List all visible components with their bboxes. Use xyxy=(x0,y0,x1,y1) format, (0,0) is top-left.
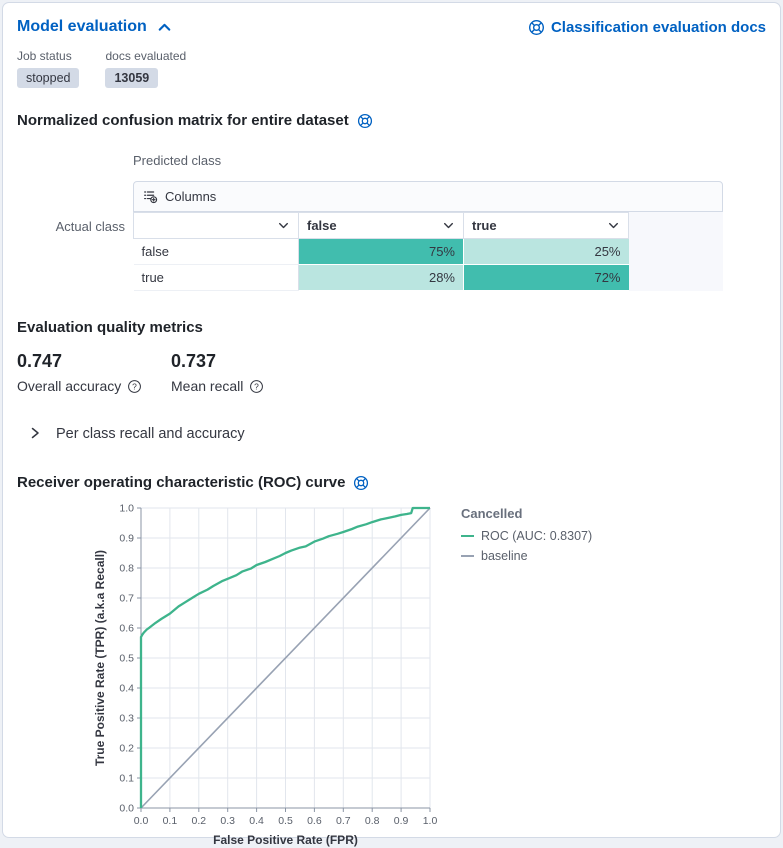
chevron-right-icon xyxy=(26,425,43,442)
svg-text:0.5: 0.5 xyxy=(278,815,293,827)
mean-recall-metric xyxy=(171,351,325,394)
column-header-label: true xyxy=(472,218,497,233)
help-ring-icon[interactable] xyxy=(357,113,373,129)
roc-heading xyxy=(17,474,766,491)
help-ring-icon xyxy=(528,19,544,35)
roc-heading-text: Receiver operating characteristic (ROC) curve xyxy=(17,474,346,491)
header-cell-true[interactable] xyxy=(464,213,629,239)
svg-text:0.4: 0.4 xyxy=(249,815,264,827)
job-status-badge: stopped xyxy=(17,68,79,88)
row-label: true xyxy=(134,265,299,291)
svg-text:0.3: 0.3 xyxy=(220,815,236,827)
legend-item-baseline[interactable] xyxy=(461,549,592,563)
confusion-matrix-heading xyxy=(17,112,766,129)
model-evaluation-toggle[interactable] xyxy=(17,18,173,36)
matrix-row-false xyxy=(134,239,629,265)
columns-icon xyxy=(143,189,158,204)
panel-header xyxy=(17,18,766,36)
columns-button-label: Columns xyxy=(165,189,217,204)
svg-text:0.9: 0.9 xyxy=(393,815,409,827)
baseline-swatch xyxy=(461,555,474,557)
svg-text:?: ? xyxy=(132,380,138,391)
overall-accuracy-value: 0.747 xyxy=(17,351,63,371)
confusion-matrix-heading-text: Normalized confusion matrix for entire dataset xyxy=(17,112,349,129)
svg-text:0.7: 0.7 xyxy=(335,815,351,827)
svg-text:0.0: 0.0 xyxy=(133,815,149,827)
svg-text:True Positive Rate (TPR) (a.k.: True Positive Rate (TPR) (a.k.a Recall) xyxy=(93,549,107,767)
svg-text:0.8: 0.8 xyxy=(364,815,380,827)
svg-text:1.0: 1.0 xyxy=(119,502,134,515)
mean-recall-value: 0.737 xyxy=(171,351,217,371)
legend-title: Cancelled xyxy=(461,506,523,521)
columns-button[interactable] xyxy=(143,189,216,204)
svg-text:1.0: 1.0 xyxy=(422,815,438,827)
job-status-stat xyxy=(17,49,79,88)
row-label: false xyxy=(134,239,299,265)
chevron-up-icon xyxy=(156,19,173,36)
datagrid-toolbar xyxy=(133,181,723,212)
svg-text:0.5: 0.5 xyxy=(119,652,134,665)
actual-class-label: Actual class xyxy=(55,219,125,234)
mean-recall-label: Mean recall xyxy=(171,378,244,394)
overall-accuracy-metric xyxy=(17,351,171,394)
header-cell-false[interactable] xyxy=(299,213,464,239)
panel-title: Model evaluation xyxy=(17,18,147,35)
legend-roc-label: ROC (AUC: 0.8307) xyxy=(481,529,593,543)
svg-text:0.7: 0.7 xyxy=(119,592,134,605)
svg-text:0.6: 0.6 xyxy=(307,815,322,827)
metrics-heading: Evaluation quality metrics xyxy=(17,319,203,336)
svg-text:False Positive Rate (FPR): False Positive Rate (FPR) xyxy=(213,833,358,847)
job-status-label: Job status xyxy=(17,49,72,63)
confusion-matrix xyxy=(55,153,723,291)
predicted-class-label: Predicted class xyxy=(133,153,222,168)
column-header-label: false xyxy=(307,218,337,233)
svg-text:0.4: 0.4 xyxy=(119,682,134,695)
svg-text:0.0: 0.0 xyxy=(119,802,134,815)
chevron-down-icon[interactable] xyxy=(607,219,620,232)
datagrid xyxy=(133,212,723,291)
svg-text:0.9: 0.9 xyxy=(119,532,134,545)
docs-link-label: Classification evaluation docs xyxy=(550,18,766,36)
question-icon[interactable] xyxy=(249,379,264,394)
datagrid-header-row xyxy=(134,213,629,239)
svg-text:0.2: 0.2 xyxy=(119,742,134,755)
metrics-row xyxy=(17,351,766,394)
roc-line-swatch xyxy=(461,535,474,537)
matrix-cell[interactable]: 25% xyxy=(464,239,629,265)
header-cell-actual[interactable] xyxy=(134,213,299,239)
roc-chart xyxy=(91,501,439,848)
matrix-cell[interactable]: 75% xyxy=(299,239,464,265)
docs-evaluated-stat xyxy=(105,49,186,88)
matrix-row-true xyxy=(134,265,629,291)
status-row xyxy=(17,49,766,88)
docs-evaluated-badge: 13059 xyxy=(105,68,158,88)
question-icon[interactable] xyxy=(127,379,142,394)
svg-text:0.2: 0.2 xyxy=(191,815,207,827)
matrix-cell[interactable]: 28% xyxy=(299,265,464,291)
roc-chart-area xyxy=(17,501,766,848)
legend-item-roc[interactable] xyxy=(461,529,592,543)
svg-text:0.3: 0.3 xyxy=(119,712,134,725)
svg-text:0.1: 0.1 xyxy=(119,772,134,785)
model-evaluation-panel xyxy=(2,2,781,847)
svg-text:0.6: 0.6 xyxy=(119,622,134,635)
per-class-accordion[interactable] xyxy=(26,425,245,442)
docs-evaluated-label: docs evaluated xyxy=(105,49,187,63)
overall-accuracy-label: Overall accuracy xyxy=(17,378,122,394)
classification-docs-link[interactable] xyxy=(528,19,766,36)
svg-text:?: ? xyxy=(254,380,260,391)
svg-text:0.1: 0.1 xyxy=(162,815,178,827)
help-ring-icon[interactable] xyxy=(353,475,369,491)
svg-text:0.8: 0.8 xyxy=(119,562,134,575)
legend-baseline-label: baseline xyxy=(481,549,528,563)
per-class-accordion-label: Per class recall and accuracy xyxy=(56,425,245,442)
chevron-down-icon[interactable] xyxy=(442,219,455,232)
chevron-down-icon[interactable] xyxy=(277,219,290,232)
matrix-cell[interactable]: 72% xyxy=(464,265,629,291)
roc-legend xyxy=(461,501,592,569)
